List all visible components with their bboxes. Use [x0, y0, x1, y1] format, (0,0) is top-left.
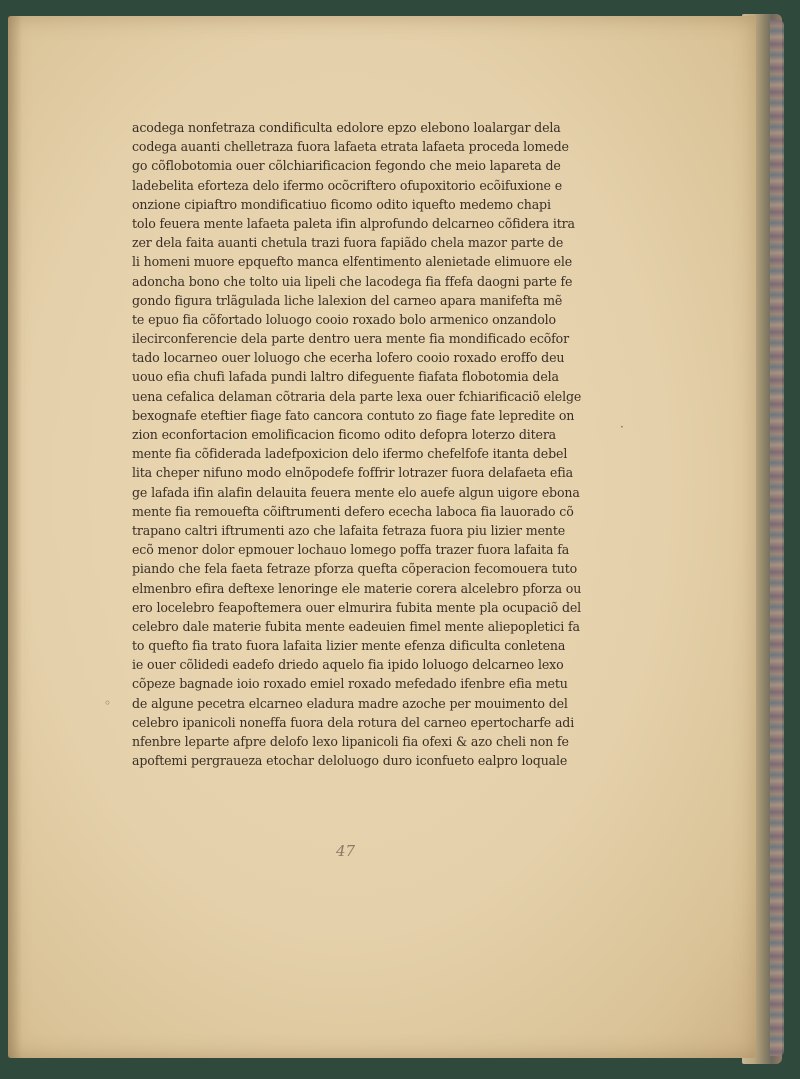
text-line: codega auanti chelletraza fuora lafaeta etrata lafaeta proceda lomede: [132, 139, 569, 155]
text-line: cõpeze bagnade ioio roxado emiel roxado mefedado ifenbre efia metu: [132, 676, 568, 692]
manuscript-page: [8, 16, 756, 1058]
text-line: te epuo fia cõfortado loluogo cooio roxado bolo armenico onzandolo: [132, 311, 556, 327]
text-line: mente fia cõfiderada ladefpoxicion delo ifermo chefelfofe itanta debel: [132, 446, 568, 462]
text-line: celebro dale materie fubita mente eadeuien fimel mente aliepopletici fa: [132, 618, 580, 634]
text-line: uouo efia chufi lafada pundi laltro difeguente fiafata flobotomia dela: [132, 369, 559, 385]
text-line: li homeni muore epquefto manca elfentimento alenietade elimuore ele: [132, 254, 573, 270]
text-line: ie ouer cõlidedi eadefo driedo aquelo fia ipido loluogo delcarneo lexo: [132, 657, 564, 673]
folio-number: 47: [336, 842, 356, 860]
margin-mark: ◦: [104, 696, 112, 710]
text-line: de algune pecetra elcarneo eladura madre azoche per mouimento del: [132, 695, 568, 711]
text-line: zer dela faita auanti chetula trazi fuora fapiãdo chela mazor parte de: [132, 235, 564, 251]
text-line: piando che fela faeta fetraze pforza quefta cõperacion fecomouera tuto: [132, 561, 578, 577]
text-line: lita cheper nifuno modo elnõpodefe foffrir lotrazer fuora delafaeta efia: [132, 465, 573, 481]
text-line: trapano caltri iftrumenti azo che lafaita fetraza fuora piu lizier mente: [132, 522, 566, 538]
text-line: tolo feuera mente lafaeta paleta ifin alprofundo delcarneo cõfidera itra: [132, 215, 575, 231]
text-line: ge lafada ifin alafin delauita feuera mente elo auefe algun uigore ebona: [132, 484, 580, 500]
text-line: ladebelita eforteza delo ifermo ocõcriftero ofupoxitorio ecõifuxione e: [132, 177, 563, 193]
text-line: to quefto fia trato fuora lafaita lizier mente efenza dificulta conletena: [132, 638, 566, 654]
text-line: uena cefalica delaman cõtraria dela parte lexa ouer fchiarificaciõ elelge: [132, 388, 582, 404]
text-line: apoftemi pergraueza etochar deloluogo duro iconfueto ealpro loquale: [132, 753, 568, 769]
text-line: adoncha bono che tolto uia lipeli che lacodega fia ffefa daogni parte fe: [132, 273, 573, 289]
text-line: bexognafe eteftier fiage fato cancora contuto zo fiage fate lepredite on: [132, 407, 575, 423]
text-line: tado locarneo ouer loluogo che ecerha lofero cooio roxado eroffo deu: [132, 350, 565, 366]
text-line: ero locelebro feapoftemera ouer elmurira fubita mente pla ocupaciõ del: [132, 599, 582, 615]
text-line: gondo figura trlãgulada liche lalexion del carneo apara manifefta mẽ: [132, 292, 563, 308]
text-line: elmenbro efira deftexe lenoringe ele materie corera alcelebro pforza ou: [132, 580, 582, 596]
text-line: celebro ipanicoli noneffa fuora dela rotura del carneo epertocharfe adi: [132, 714, 575, 730]
page-gutter-shadow: [8, 16, 22, 1058]
text-block: [132, 118, 612, 770]
text-line: nfenbre leparte afpre delofo lexo lipanicoli fia ofexi & azo cheli non fe: [132, 734, 569, 749]
text-line: onzione cipiaftro mondificatiuo ficomo odito iquefto medemo chapi: [132, 196, 551, 212]
marbled-edge: [770, 20, 784, 1056]
text-line: ecõ menor dolor epmouer lochauo lomego poffa trazer fuora lafaita fa: [132, 542, 570, 558]
text-line: go cõflobotomia ouer cõlchiarificacion fegondo che meio lapareta de: [132, 158, 561, 174]
text-line: zion econfortacion emolificacion ficomo odito defopra loterzo ditera: [132, 427, 557, 442]
text-line: ilecirconferencie dela parte dentro uera mente fia mondificado ecõfor: [132, 331, 569, 347]
margin-mark: ·: [620, 420, 624, 434]
text-line: mente fia remouefta cõiftrumenti defero ececha laboca fia lauorado cõ: [132, 503, 574, 519]
text-line: acodega nonfetraza condificulta edolore epzo elebono loalargar dela: [132, 120, 561, 135]
